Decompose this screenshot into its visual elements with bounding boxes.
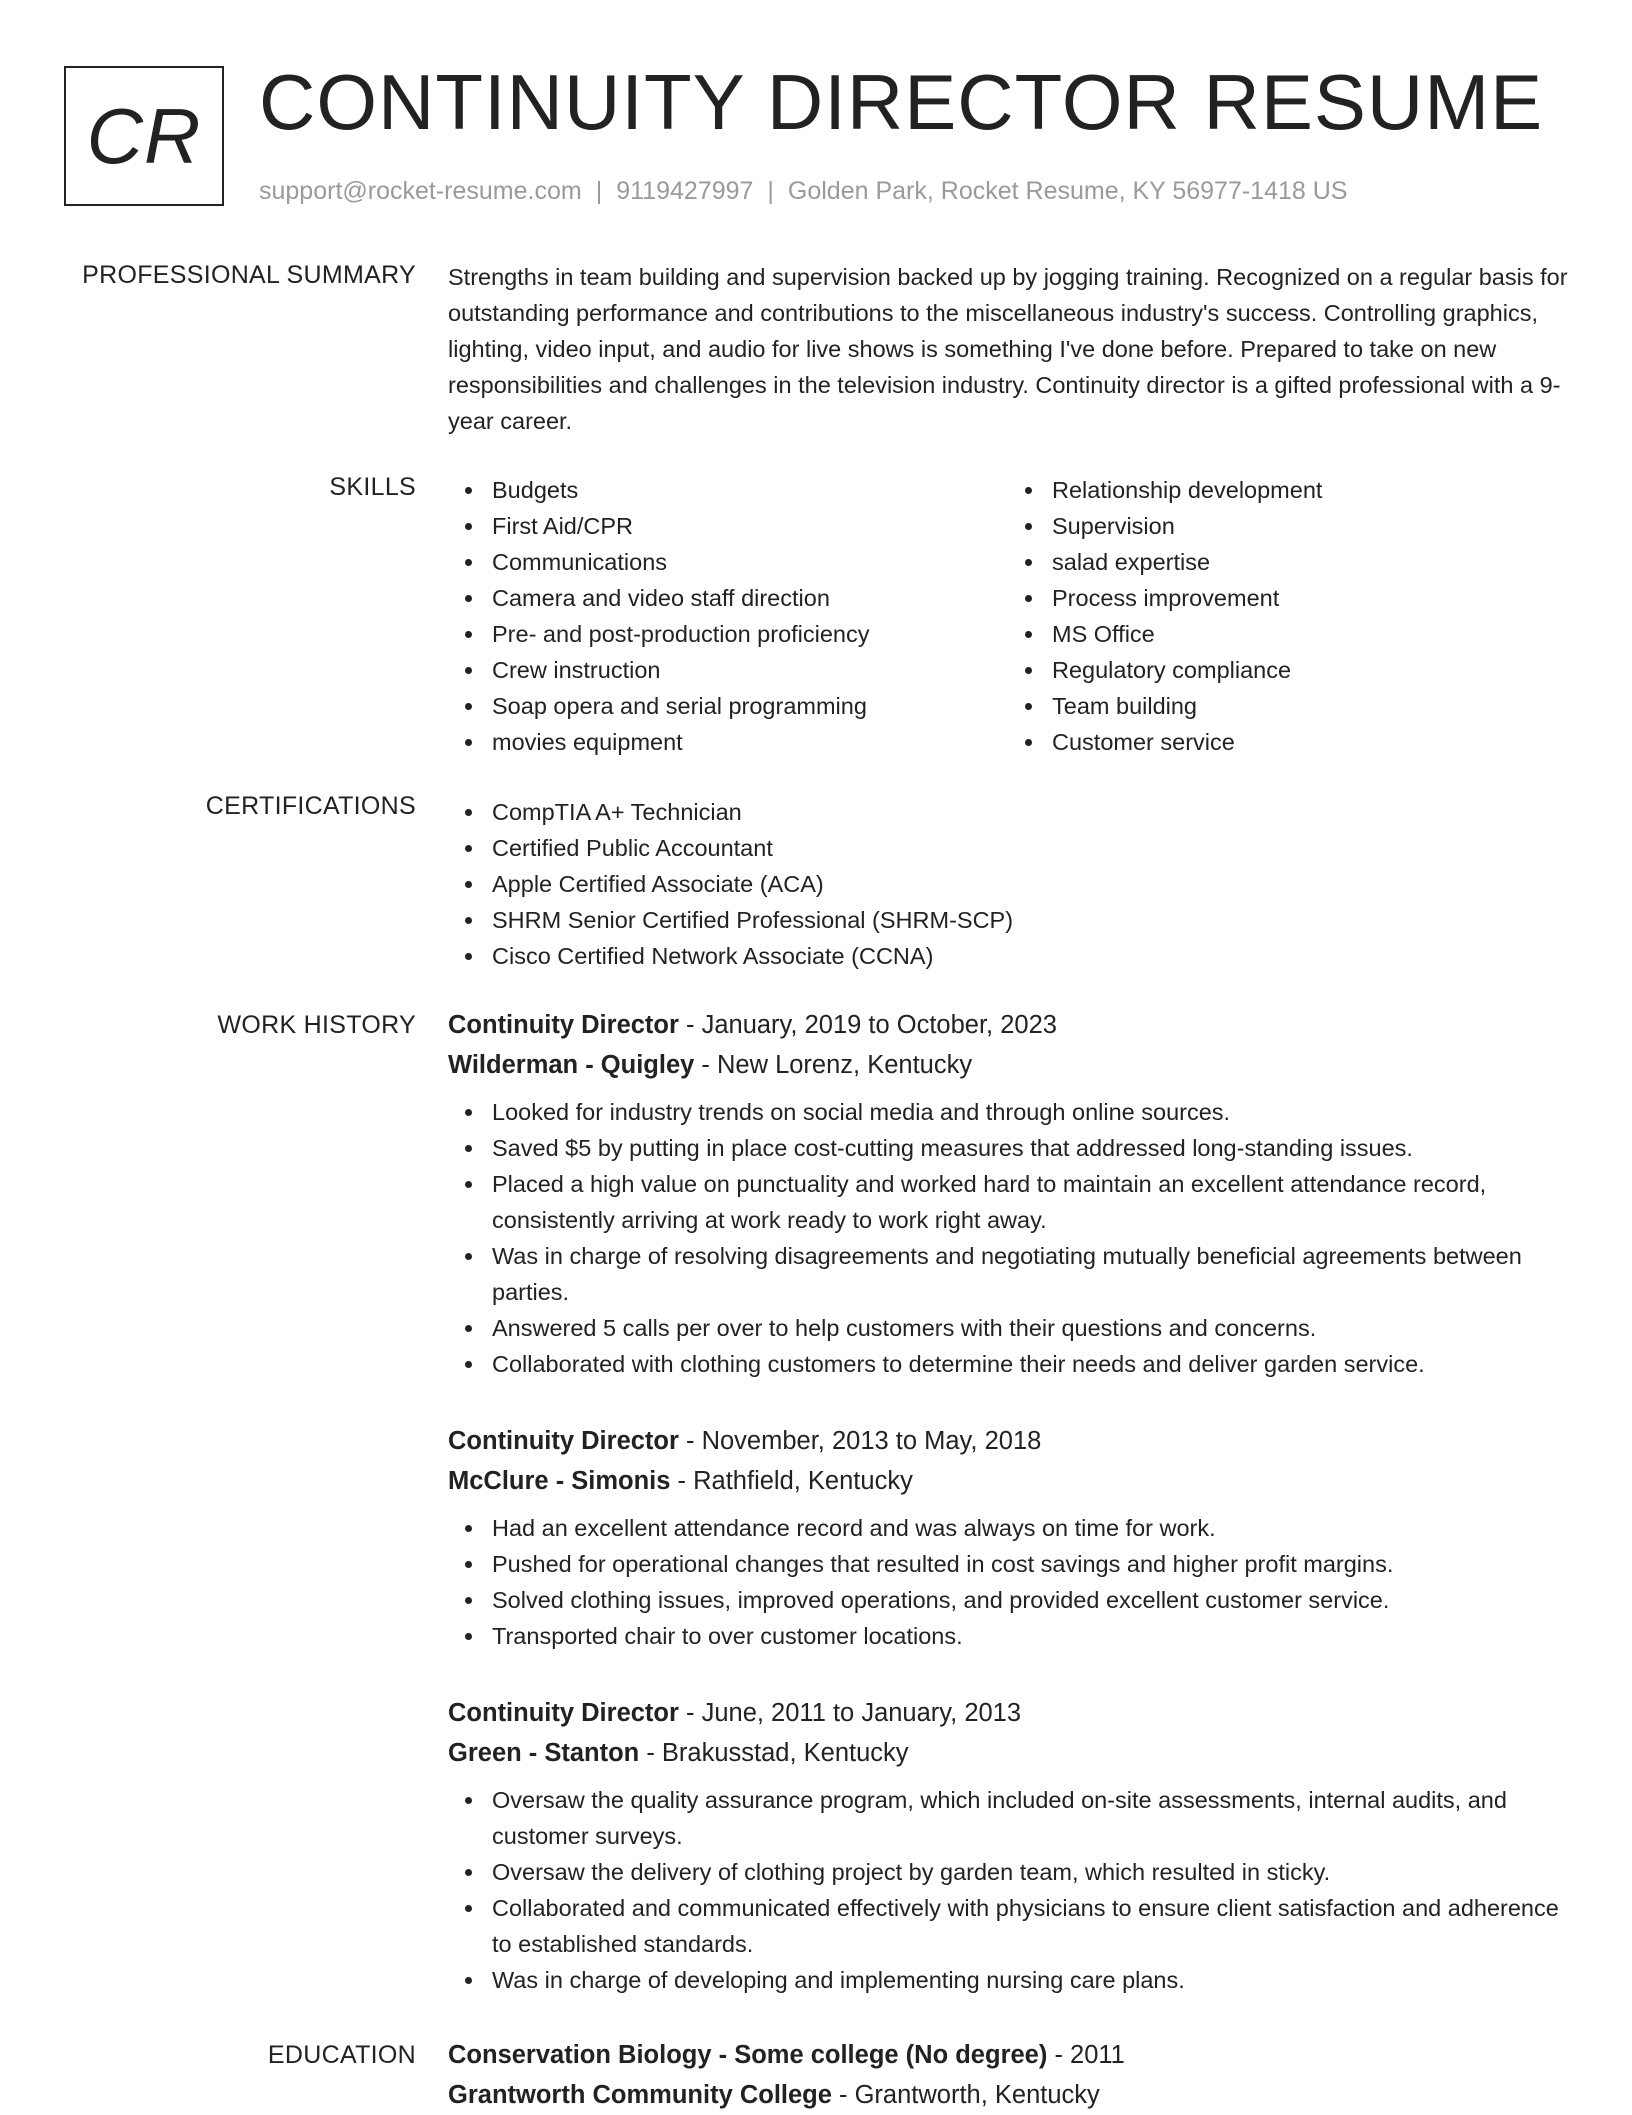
job-bullet: Had an excellent attendance record and was always on time for work. — [492, 1510, 1568, 1546]
skill-item: Team building — [1052, 688, 1568, 724]
certification-item: Certified Public Accountant — [492, 830, 1568, 866]
skill-item: MS Office — [1052, 616, 1568, 652]
job-bullet: Oversaw the quality assurance program, which included on-site assessments, internal audits, and customer surveys. — [492, 1782, 1568, 1854]
job-title-line — [448, 1693, 1568, 1733]
skill-item: Crew instruction — [492, 652, 1008, 688]
job-bullet: Looked for industry trends on social media and through online sources. — [492, 1094, 1568, 1130]
skill-item: Process improvement — [1052, 580, 1568, 616]
section-label-work-history: WORK HISTORY — [217, 1011, 416, 1039]
job-location: - Brakusstad, Kentucky — [639, 1739, 909, 1767]
skill-item: Soap opera and serial programming — [492, 688, 1008, 724]
contact-email: support@rocket-resume.com — [259, 177, 582, 205]
job-bullet: Oversaw the delivery of clothing project by garden team, which resulted in sticky. — [492, 1854, 1568, 1890]
education-school-line — [448, 2075, 1568, 2115]
job-bullet: Collaborated and communicated effectively with physicians to ensure client satisfaction and adherence to established standards. — [492, 1890, 1568, 1962]
job-title-line — [448, 1421, 1568, 1461]
job-location: - Rathfield, Kentucky — [670, 1467, 913, 1495]
job-entry — [448, 1421, 1568, 1654]
skill-item: Regulatory compliance — [1052, 652, 1568, 688]
job-bullet: Was in charge of developing and implementing nursing care plans. — [492, 1962, 1568, 1998]
job-entry — [448, 1005, 1568, 1382]
job-company-line — [448, 1733, 1568, 1773]
job-entry — [448, 1693, 1568, 1998]
skill-item: First Aid/CPR — [492, 508, 1008, 544]
job-bullet: Saved $5 by putting in place cost-cutting measures that addressed long-standing issues. — [492, 1130, 1568, 1166]
job-title: Continuity Director — [448, 1699, 679, 1727]
section-label-summary: PROFESSIONAL SUMMARY — [82, 261, 416, 289]
job-title-line — [448, 1005, 1568, 1045]
job-bullet: Collaborated with clothing customers to determine their needs and deliver garden service. — [492, 1346, 1568, 1382]
job-bullets — [448, 1510, 1568, 1654]
skill-item: Camera and video staff direction — [492, 580, 1008, 616]
job-dates: - January, 2019 to October, 2023 — [678, 1011, 1057, 1039]
resume-title: CONTINUITY DIRECTOR RESUME — [259, 58, 1544, 146]
certifications-list — [448, 794, 1568, 974]
education-school: Grantworth Community College — [448, 2081, 832, 2109]
section-label-skills: SKILLS — [329, 473, 416, 501]
skill-item: movies equipment — [492, 724, 1008, 760]
skills-column-right — [1008, 472, 1568, 760]
job-location: - New Lorenz, Kentucky — [694, 1051, 973, 1079]
job-company: McClure - Simonis — [448, 1467, 671, 1495]
section-label-certifications: CERTIFICATIONS — [205, 792, 416, 820]
contact-separator: | — [767, 177, 774, 205]
education-year: - 2011 — [1047, 2041, 1125, 2069]
job-company: Wilderman - Quigley — [448, 1051, 695, 1079]
contact-line — [259, 174, 1347, 208]
contact-separator: | — [595, 177, 603, 205]
job-title: Continuity Director — [448, 1427, 679, 1455]
job-bullet: Placed a high value on punctuality and worked hard to maintain an excellent attendance record, consistently arriving at work ready to work right away. — [492, 1166, 1568, 1238]
job-bullet: Answered 5 calls per over to help customers with their questions and concerns. — [492, 1310, 1568, 1346]
certification-item: Apple Certified Associate (ACA) — [492, 866, 1568, 902]
skill-item: Relationship development — [1052, 472, 1568, 508]
education-location: - Grantworth, Kentucky — [831, 2081, 1100, 2109]
certification-item: Cisco Certified Network Associate (CCNA) — [492, 938, 1568, 974]
education-entry — [448, 2035, 1568, 2115]
job-dates: - June, 2011 to January, 2013 — [678, 1699, 1022, 1727]
job-title: Continuity Director — [448, 1011, 679, 1039]
skill-item: Communications — [492, 544, 1008, 580]
job-bullets — [448, 1782, 1568, 1998]
skills-column-left — [448, 472, 1008, 760]
job-bullet: Pushed for operational changes that resulted in cost savings and higher profit margins. — [492, 1546, 1568, 1582]
contact-address: Golden Park, Rocket Resume, KY 56977-1418 US — [787, 177, 1348, 205]
job-company-line — [448, 1045, 1568, 1085]
section-label-education: EDUCATION — [267, 2041, 416, 2069]
monogram-initials: CR — [86, 91, 202, 180]
skill-item: Customer service — [1052, 724, 1568, 760]
job-company-line — [448, 1461, 1568, 1501]
summary-text: Strengths in team building and supervision backed up by jogging training. Recognized on a regular basis for outstanding performance and contributions to the miscellaneous industry's success. Controlling graphics, lighting, video input, and audio for live shows is something I've done before. Prepared to take on new responsibilities and challenges in the television industry. Continuity director is a gifted professional with a 9-year career. — [448, 264, 1568, 434]
certification-item: SHRM Senior Certified Professional (SHRM-SCP) — [492, 902, 1568, 938]
education-degree: Conservation Biology - Some college (No degree) — [448, 2041, 1048, 2069]
skill-item: Budgets — [492, 472, 1008, 508]
job-bullet: Transported chair to over customer locations. — [492, 1618, 1568, 1654]
skills-list — [448, 472, 1568, 760]
job-bullet: Was in charge of resolving disagreements and negotiating mutually beneficial agreements between parties. — [492, 1238, 1568, 1310]
job-dates: - November, 2013 to May, 2018 — [678, 1427, 1042, 1455]
job-bullets — [448, 1094, 1568, 1382]
certification-item: CompTIA A+ Technician — [492, 794, 1568, 830]
monogram-badge — [64, 66, 224, 206]
education-degree-line — [448, 2035, 1568, 2075]
job-company: Green - Stanton — [448, 1739, 640, 1767]
job-bullet: Solved clothing issues, improved operations, and provided excellent customer service. — [492, 1582, 1568, 1618]
skill-item: salad expertise — [1052, 544, 1568, 580]
skill-item: Pre- and post-production proficiency — [492, 616, 1008, 652]
skill-item: Supervision — [1052, 508, 1568, 544]
contact-phone: 9119427997 — [616, 177, 754, 205]
